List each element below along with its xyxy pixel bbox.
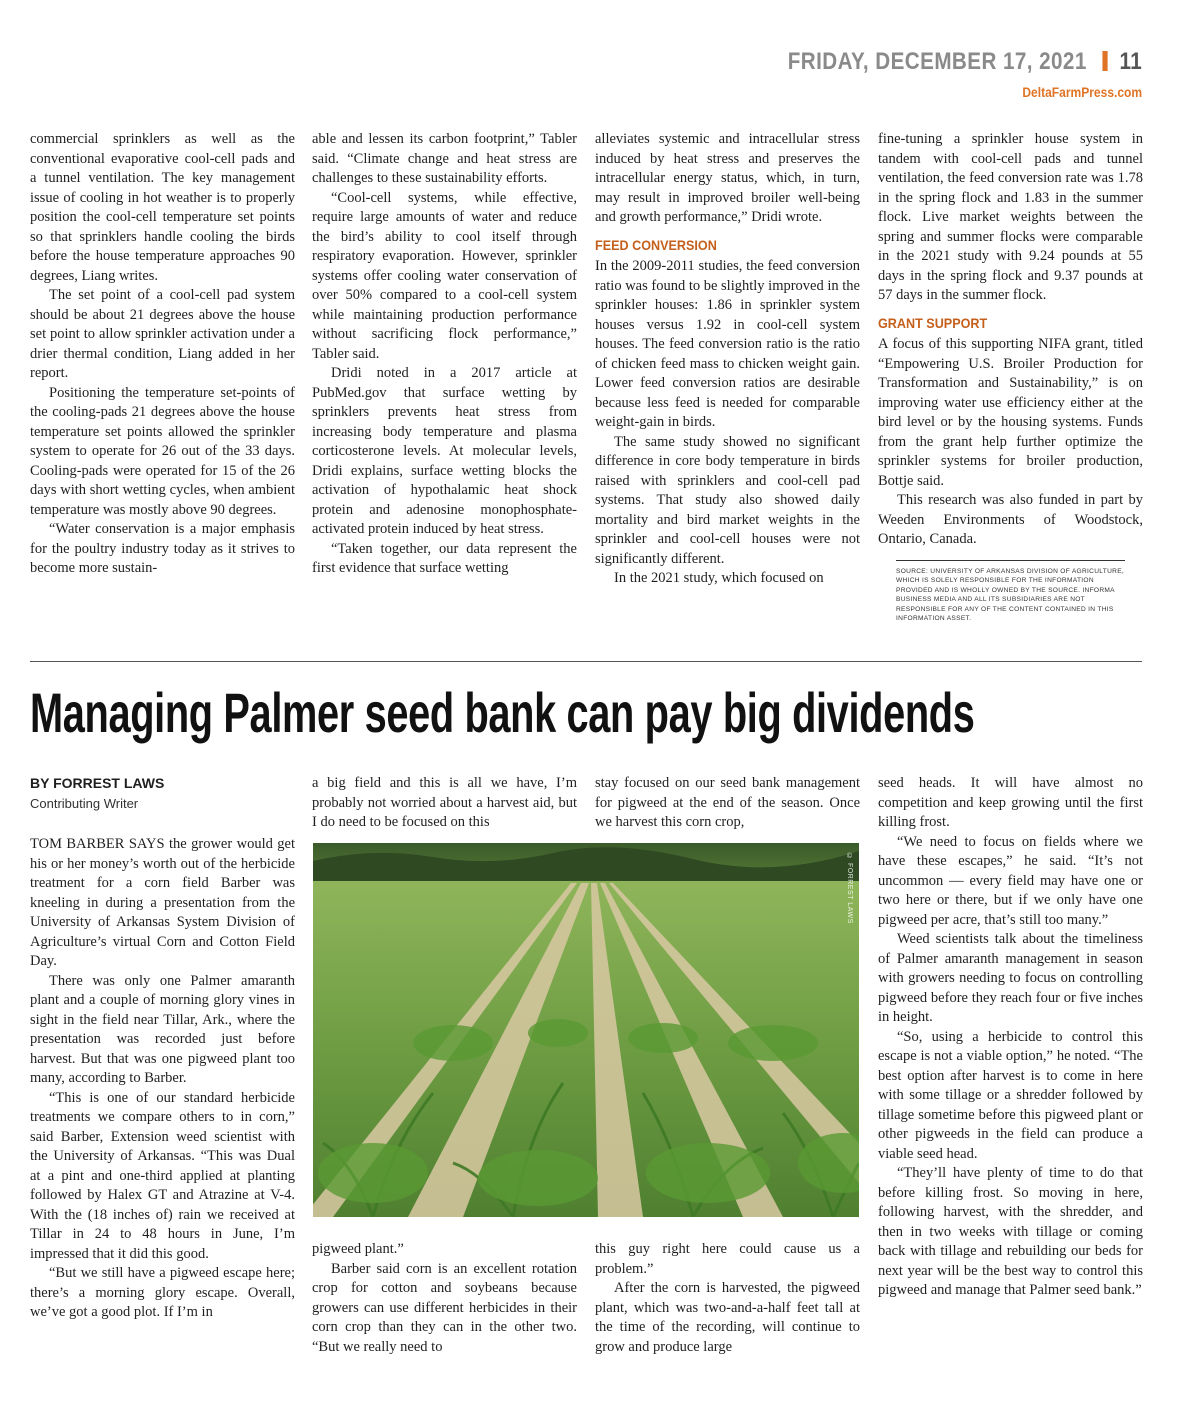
section-divider <box>30 661 1142 662</box>
paragraph: There was only one Palmer amaranth plant and a couple of morning glory vines in sight in the field near Tillar, Ark., where the presentation was recorded just before harvest. But that was one pigweed plant too many, according to Barber. <box>30 972 295 1086</box>
paragraph: a big field and this is all we have, I’m probably not worried about a harvest aid, but I do need to be focused on this <box>312 775 577 830</box>
paragraph: “They’ll have plenty of time to do that before killing frost. So moving in here, following harvest, with the shredder, and then in two weeks with tillage or coming back with tillage and rebuilding our beds for next year will be the best way to control this pigweed and manage that Palmer seed bank.” <box>878 1165 1143 1298</box>
masthead <box>730 48 1142 100</box>
byline-role: Contributing Writer <box>30 795 139 811</box>
article-column-4 <box>878 774 1143 1301</box>
paragraph: Dridi noted in a 2017 article at PubMed.gov that surface wetting by sprinklers prevents heat stress from increasing body temperature and plasma corticosterone levels. At molecular levels, Dridi explains, surface wetting blocks the activation of hypothalamic heat shock protein and adenosine monophosphate-activated protein induced by heat stress. <box>312 365 577 537</box>
article-column-2-bottom <box>312 1240 577 1357</box>
top-article-column-2 <box>312 130 577 579</box>
issue-date: FRIDAY, DECEMBER 17, 2021 <box>787 48 1087 75</box>
article-column-3-top <box>595 774 860 833</box>
top-article-column-3 <box>595 130 860 589</box>
paragraph: alleviates systemic and intracellular stress induced by heat stress and preserves the intracellular energy status, which, in turn, may result in improved broiler well-being and growth performance,” Dridi wrote. <box>595 131 860 225</box>
top-article-column-1 <box>30 130 295 579</box>
top-article-column-4 <box>878 130 1143 624</box>
paragraph: “Water conservation is a major emphasis for the poultry industry today as it strives to become more sustain- <box>30 521 295 576</box>
photo-credit: © FORREST LAWS <box>846 853 853 924</box>
paragraph: The set point of a cool-cell pad system should be about 21 degrees above the house set point to allow sprinkler activation under a drier thermal condition, Liang added in her report. <box>30 287 295 381</box>
section-heading-feed-conversion: FEED CONVERSION <box>595 236 717 253</box>
byline: BY FORREST LAWS <box>30 775 165 791</box>
paragraph: Positioning the temperature set-points of the cooling-pads 21 degrees above the house temperature set points allowed the sprinkler system to operate for 26 out of the 33 days. Cooling-pads were operated for 15 of the 26 days with short wetting cycles, when ambient temperature was mostly above 90 degrees. <box>30 384 295 518</box>
source-note: SOURCE: UNIVERSITY OF ARKANSAS DIVISION OF AGRICULTURE, WHICH IS SOLELY RESPONSIBLE FOR THE INFORMATION PROVIDED AND IS WHOLLY OWNED BY THE SOURCE. INFORMA BUSINESS MEDIA AND ALL ITS SUBSIDIARIES ARE NOT RESPONSIBLE FOR ANY OF THE CONTENT CONTAINED IN THIS INFORMATION ASSET. <box>896 560 1125 624</box>
article-headline: Managing Palmer seed bank can pay big dividends <box>30 681 975 744</box>
paragraph: fine-tuning a sprinkler house system in tandem with cool-cell pads and tunnel ventilation, the feed conversion rate was 1.78 in the spring flock and 1.83 in the summer flock. Live market weights between the spring and summer flocks were comparable in the 2021 study with 9.24 pounds at 55 days in the spring flock and 9.37 pounds at 57 days in the summer flock. <box>878 131 1143 303</box>
article-column-1 <box>30 774 295 1323</box>
paragraph: “Taken together, our data represent the first evidence that surface wetting <box>312 540 577 576</box>
site-link[interactable]: DeltaFarmPress.com <box>1022 84 1142 100</box>
paragraph: pigweed plant.” <box>312 1241 404 1257</box>
orange-divider-bar <box>1102 51 1107 71</box>
paragraph: Barber said corn is an excellent rotation crop for cotton and soybeans because growers can use different herbicides in their corn crop than they can in the other two. “But we really need to <box>312 1260 577 1355</box>
paragraph: able and lessen its carbon footprint,” Tabler said. “Climate change and heat stress are challenges to these sustainability efforts. <box>312 131 577 186</box>
dateline <box>788 48 1142 76</box>
paragraph: “So, using a herbicide to control this escape is not a viable option,” he noted. “The best option after harvest is to come in here with some tillage or a shredder followed by tillage sometime before this pigweed plant or other pigweeds in the field can produce a viable seed head. <box>878 1028 1143 1162</box>
paragraph: In the 2021 study, which focused on <box>614 570 824 586</box>
paragraph: seed heads. It will have almost no competition and keep growing until the first killing frost. <box>878 775 1143 830</box>
paragraph: “We need to focus on fields where we have these escapes,” he said. “It’s not uncommon — every field may have one or two here or there, but if we only have one pigweed per acre, that’s still too many.” <box>878 833 1143 928</box>
paragraph: In the 2009-2011 studies, the feed conversion ratio was found to be slightly improved in the sprinkler houses: 1.86 in sprinkler system houses versus 1.92 in cool-cell system houses. The feed conversion ratio is the ratio of chicken feed mass to chicken weight gain. Lower feed conversion ratios are desirable because less feed is needed for comparable weight-gain in birds. <box>595 258 860 430</box>
paragraph: The same study showed no significant difference in core body temperature in birds raised with sprinklers and cool-cell pad systems. That study also showed daily mortality and bird market weights in the sprinkler and cool-cell houses were not significantly different. <box>595 433 860 567</box>
article-column-2-top <box>312 774 577 833</box>
paragraph: Weed scientists talk about the timeliness of Palmer amaranth management in season with growers needing to focus on controlling pigweed before they reach four or five inches in height. <box>878 931 1143 1025</box>
section-heading-grant-support: GRANT SUPPORT <box>878 314 988 331</box>
paragraph: this guy right here could cause us a problem.” <box>595 1241 860 1277</box>
corn-field-photo <box>313 843 859 1217</box>
article-column-3-bottom <box>595 1240 860 1357</box>
paragraph: “Cool-cell systems, while effective, require large amounts of water and reduce the bird’s ability to cool itself through respiratory evaporation. However, sprinkler systems offer cooling water conservation of over 50% compared to a cool-cell system while maintaining production performance without sacrificing flock performance,” Tabler said. <box>312 189 577 362</box>
paragraph: This research was also funded in part by Weeden Environments of Woodstock, Ontario, Canada. <box>878 492 1143 547</box>
page-number: 11 <box>1119 48 1142 75</box>
paragraph: TOM BARBER SAYS the grower would get his or her money’s worth out of the herbicide treatment for a corn field Barber was kneeling in during a presentation from the University of Arkansas System Division of Agriculture’s virtual Corn and Cotton Field Day. <box>30 836 295 969</box>
corn-field-illustration <box>313 843 859 1217</box>
paragraph: stay focused on our seed bank management for pigweed at the end of the season. Once we harvest this corn crop, <box>595 775 860 830</box>
paragraph: “This is one of our standard herbicide treatments we compare others to in corn,” said Barber, Extension weed scientist with the University of Arkansas. “This was Dual at a pint and one-third applied at planting followed by Halex GT and Atrazine at V-4. With the (18 inches of) rain we received at Tillar in 24 to 48 hours in June, I’m impressed that it did this good. <box>30 1089 295 1262</box>
paragraph: After the corn is harvested, the pigweed plant, which was two-and-a-half feet tall at the time of the recording, will continue to grow and produce large <box>595 1280 860 1355</box>
photo-credit-text: FORREST LAWS <box>846 862 853 924</box>
paragraph: commercial sprinklers as well as the conventional evaporative cool-cell pads and a tunnel ventilation. The key management issue of cooling in hot weather is to properly position the cool-cell temperature set points so that sprinklers handle cooling the birds before the house temperature approaches 90 degrees, Liang writes. <box>30 131 295 284</box>
paragraph: A focus of this supporting NIFA grant, titled “Empowering U.S. Broiler Production for Transformation and Sustainability,” is on improving water use efficiency either at the bird level or by the housing systems. Funds from the grant help further optimize the sprinkler systems for broiler production, Bottje said. <box>878 336 1143 489</box>
paragraph: “But we still have a pigweed escape here; there’s a morning glory escape. Overall, we’ve got a good plot. If I’m in <box>30 1265 295 1320</box>
